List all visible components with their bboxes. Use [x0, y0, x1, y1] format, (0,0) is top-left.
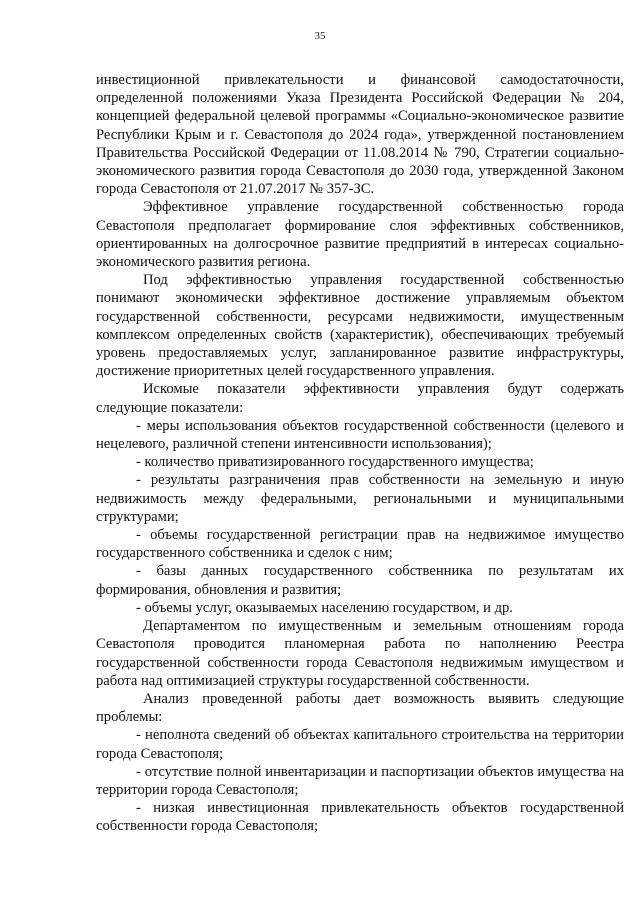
list-item-privatized-property: - количество приватизированного государственного имущества;	[136, 454, 534, 471]
paragraph-department-work: Департаментом по имущественным и земельным отношениям города Севастополя проводится планомерная работа по наполнению Реестра государственной собственности города Севастополя недвижимым имуществом и работа над оптимизацией структуры государственной собственности.	[96, 618, 624, 689]
list-item-no-inventory: - отсутствие полной инвентаризации и паспортизации объектов имущества на территории города Севастополя;	[96, 763, 624, 798]
page-number: 35	[314, 30, 326, 42]
paragraph-efficiency-definition: Под эффективностью управления государственной собственностью понимают экономически эффективное достижение управляемым объектом государственной собственности, ресурсами недвижимости, имущественным комплексом определенных свойств (характеристик), обеспечивающих требуемый уровень предоставляемых услуг, запланированное развитие инфраструктуры, достижение приоритетных целей государственного управления.	[96, 272, 624, 380]
list-item-services-volume: - объемы услуг, оказываемых населению государством, и др.	[136, 599, 513, 616]
paragraph-effective-management: Эффективное управление государственной собственностью города Севастополя предполагает формирование слоя эффективных собственников, ориентированных на долгосрочное развитие предприятий в интересах социально-экономического развития региона.	[96, 199, 624, 271]
list-item-usage-measures: - меры использования объектов государственной собственности (целевого и нецелевого, различной степени интенсивности использования);	[96, 417, 624, 453]
list-item-databases: - базы данных государственного собственника по результатам их формирования, обновления и развития;	[96, 563, 624, 598]
paragraph-indicators-intro: Искомые показатели эффективности управления будут содержать следующие показатели:	[96, 381, 624, 416]
list-item-low-attractiveness: - низкая инвестиционная привлекательность объектов государственной собственности города Севастополя;	[96, 800, 624, 835]
paragraph-intro-continuation: инвестиционной привлекательности и финансовой самодостаточности, определенной положениями Указа Президента Российской Федерации № 204, концепцией федеральной целевой программы «Социально-экономическое развитие Республики Крым и г. Севастополя до 2024 года», утвержденной постановлением Правительства Российской Федерации от 11.08.2014 № 790, Стратегии социально-экономического развития города Севастополя до 2030 года, утвержденной Законом города Севастополя от 21.07.2017 № 357-ЗС.	[96, 72, 624, 198]
list-item-registration-volumes: - объемы государственной регистрации прав на недвижимое имущество государственного собственника и сделок с ним;	[96, 527, 624, 562]
document-body	[96, 71, 624, 836]
paragraph-problems-intro: Анализ проведенной работы дает возможность выявить следующие проблемы:	[96, 690, 624, 726]
list-item-ownership-delimitation: - результаты разграничения прав собственности на земельную и иную недвижимость между федеральными, региональными и муниципальными структурами;	[96, 472, 624, 525]
list-item-incomplete-info: - неполнота сведений об объектах капитального строительства на территории города Севастополя;	[96, 727, 624, 762]
